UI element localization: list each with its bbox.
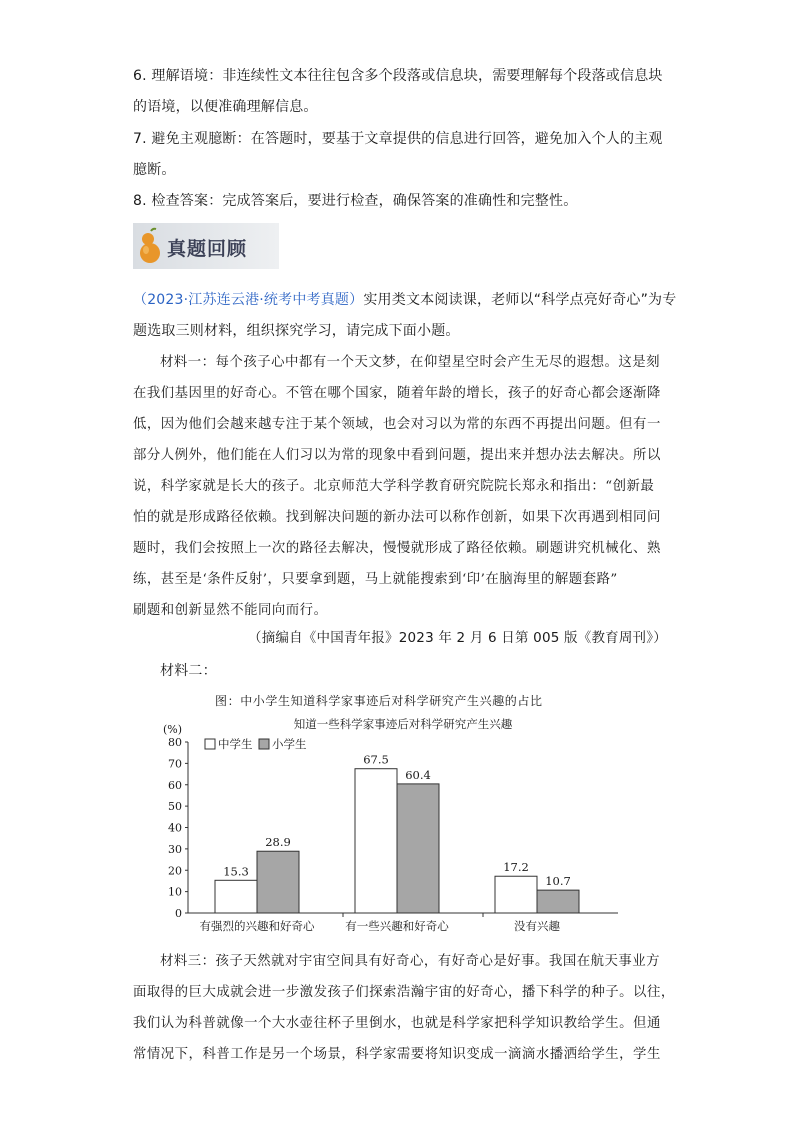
bar-primary-school <box>397 784 439 913</box>
material1-line: 低，因为他们会越来越专注于某个领域，也会对习以为常的东西不再提出问题。但有一 <box>133 417 661 432</box>
legend-label: 小学生 <box>272 737 307 751</box>
question-source: （2023·江苏连云港·统考中考真题） <box>133 292 364 308</box>
question-intro-line-2: 题选取三则材料，组织探究学习，请完成下面小题。 <box>133 323 460 339</box>
legend-swatch <box>259 739 269 749</box>
material1-line: 练，甚至是‘条件反射’，只要拿到题，马上就能搜索到‘印’在脑海里的解题套路” <box>133 572 618 587</box>
material3-line: 我们认为科普就像一个大水壶往杯子里倒水，也就是科学家把科学知识教给学生。但通 <box>133 1016 661 1031</box>
material1-line: 刷题和创新显然不能同向而行。 <box>133 603 328 618</box>
material1-line: 部分人例外，他们能在人们习以为常的现象中看到问题，提出来并想办法去解决。所以 <box>133 448 661 463</box>
banner-title: 真题回顾 <box>167 238 248 260</box>
legend-swatch <box>205 739 215 749</box>
bar-primary-school <box>537 890 579 913</box>
chart-subtitle: 知道一些科学家事迹后对科学研究产生兴趣 <box>293 717 513 731</box>
y-tick-label: 80 <box>168 736 182 749</box>
y-tick-label: 10 <box>168 885 182 899</box>
y-tick-label: 20 <box>168 864 182 878</box>
data-label: 28.9 <box>265 835 291 850</box>
data-label: 17.2 <box>503 860 529 875</box>
tip-8-line-1: 8. 检查答案：完成答案后，要进行检查，确保答案的准确性和完整性。 <box>133 193 578 209</box>
gourd-icon <box>136 227 166 265</box>
x-tick-label: 有强烈的兴趣和好奇心 <box>199 919 315 933</box>
material2-label: 材料二： <box>160 663 217 679</box>
bar-middle-school <box>495 876 537 913</box>
y-tick-label: 50 <box>168 800 182 814</box>
question-intro-text: 实用类文本阅读课，老师以“科学点亮好奇心”为专 <box>363 292 677 308</box>
data-label: 10.7 <box>545 874 571 889</box>
section-banner <box>133 223 279 269</box>
bar-middle-school <box>355 769 397 913</box>
data-label: 67.5 <box>363 752 389 767</box>
y-tick-label: 0 <box>175 907 182 920</box>
y-tick-label: 30 <box>168 842 182 856</box>
material1-citation: （摘编自《中国青年报》2023 年 2 月 6 日第 005 版《教育周刊》） <box>248 630 667 646</box>
chart-title: 图：中小学生知道科学家事迹后对科学研究产生兴趣的占比 <box>215 694 543 708</box>
bar-middle-school <box>215 880 257 913</box>
y-axis-label: (%) <box>163 723 183 736</box>
material1-line: 怕的就是形成路径依赖。找到解决问题的新办法可以称作创新，如果下次再遇到相同问 <box>133 510 661 525</box>
x-tick-label: 没有兴趣 <box>514 919 560 933</box>
data-label: 60.4 <box>405 767 431 782</box>
tip-6-line-2: 的语境，以便准确理解信息。 <box>133 99 318 115</box>
material1-line: 说，科学家就是长大的孩子。北京师范大学科学教育研究院院长郑永和指出：“创新最 <box>133 479 655 494</box>
material1-line: 题时，我们会按照上一次的路径去解决，慢慢就形成了路径依赖。刷题讲究机械化、熟 <box>133 541 661 556</box>
material1-line: 材料一：每个孩子心中都有一个天文梦，在仰望星空时会产生无尽的遐想。这是刻 <box>160 355 661 370</box>
data-label: 15.3 <box>223 864 249 879</box>
tip-7-line-2: 臆断。 <box>133 162 176 178</box>
x-tick-label: 有一些兴趣和好奇心 <box>345 919 449 933</box>
y-tick-label: 60 <box>168 778 182 792</box>
y-tick-label: 40 <box>168 821 182 835</box>
y-tick-label: 70 <box>168 757 182 771</box>
material1-line: 在我们基因里的好奇心。不管在哪个国家，随着年龄的增长，孩子的好奇心都会逐渐降 <box>133 386 661 401</box>
bar-chart <box>163 688 623 948</box>
legend-label: 中学生 <box>218 737 253 751</box>
tip-6-line-1: 6. 理解语境：非连续性文本往往包含多个段落或信息块，需要理解每个段落或信息块 <box>133 68 663 84</box>
material3-line: 面取得的巨大成就会进一步激发孩子们探索浩瀚宇宙的好奇心，播下科学的种子。以往， <box>133 985 675 1000</box>
bar-primary-school <box>257 851 299 913</box>
material3-line: 常情况下，科普工作是另一个场景，科学家需要将知识变成一滴滴水播洒给学生，学生 <box>133 1047 661 1062</box>
tip-7-line-1: 7. 避免主观臆断：在答题时，要基于文章提供的信息进行回答，避免加入个人的主观 <box>133 131 663 147</box>
material3-line: 材料三：孩子天然就对宇宙空间具有好奇心，有好奇心是好事。我国在航天事业方 <box>160 954 661 969</box>
question-intro <box>133 290 676 310</box>
